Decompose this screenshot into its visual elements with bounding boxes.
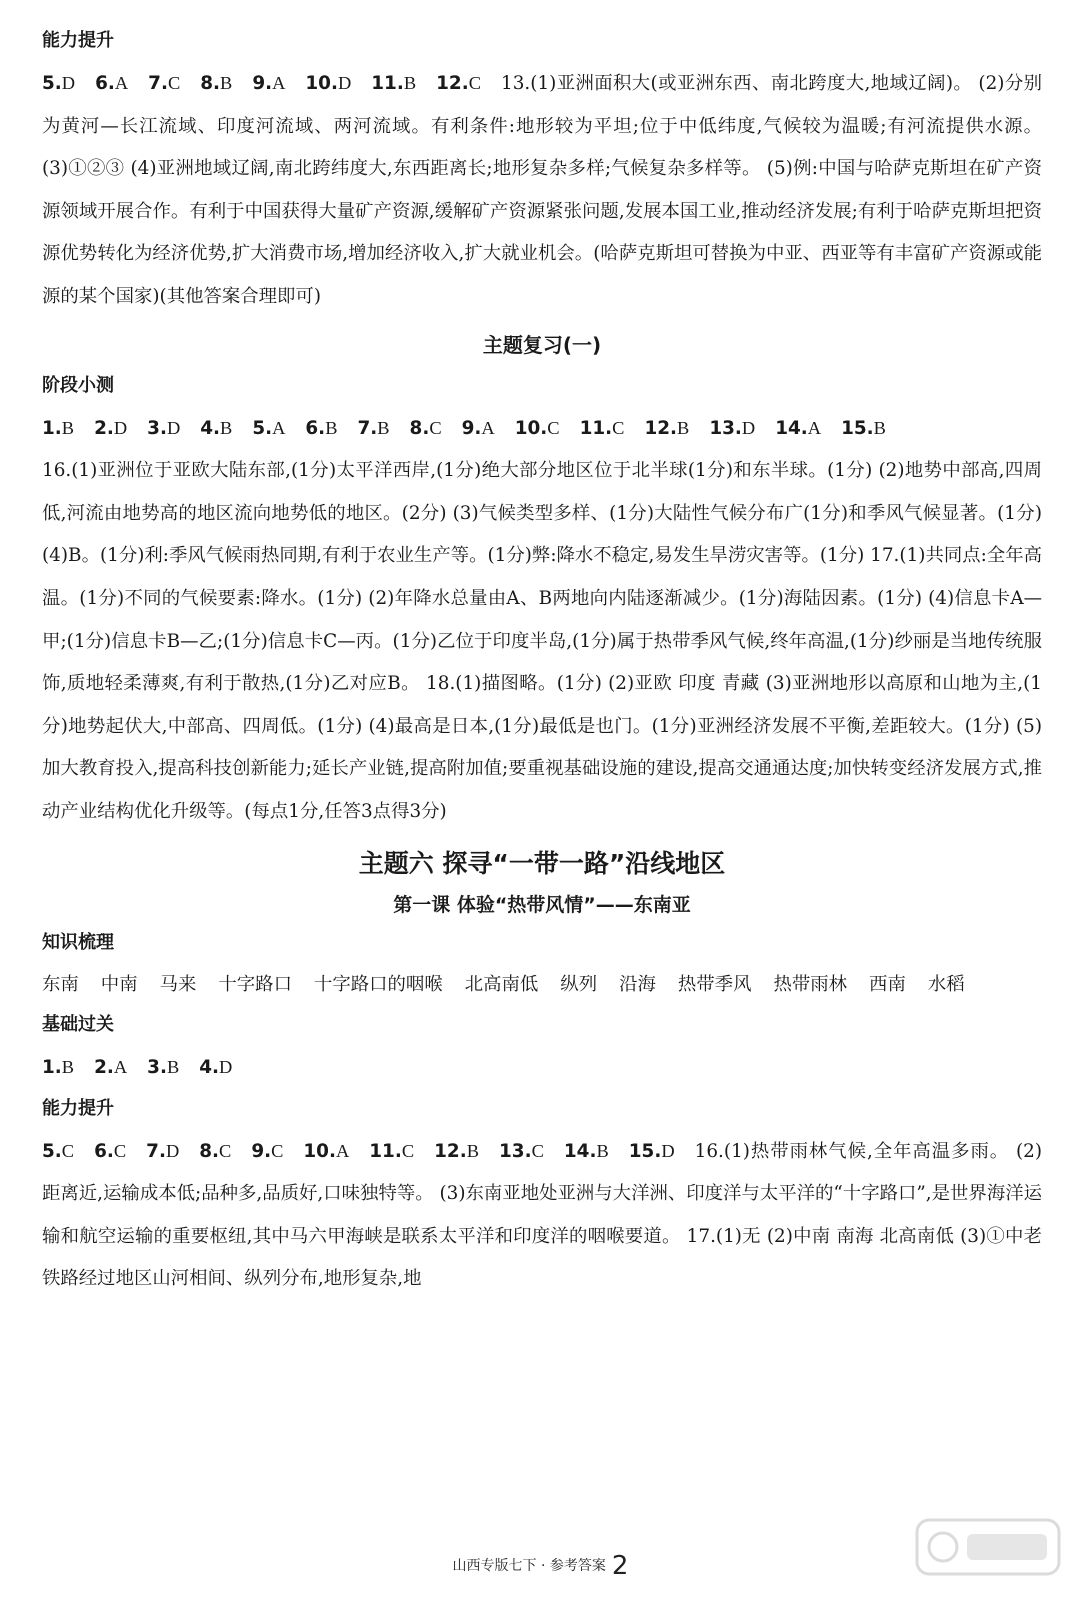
keyword: 热带雨林	[773, 973, 848, 995]
keyword-list	[42, 974, 987, 995]
answer-item: 9.A	[461, 417, 495, 439]
answer-item: 9.A	[252, 73, 286, 94]
lesson-title: 第一课 体验“热带风情”——东南亚	[393, 893, 691, 916]
stage-test-answers	[42, 407, 1042, 451]
answer-item: 4.B	[200, 417, 233, 439]
answer-item: 12.C	[436, 73, 482, 94]
answer-item: 11.B	[371, 73, 417, 94]
footer-text: 山西专版七下 · 参考答案	[452, 1558, 606, 1574]
answer-item: 8.C	[409, 417, 442, 439]
answer-item: 5.A	[252, 417, 286, 439]
answer-item: 2.A	[94, 1057, 128, 1079]
keyword: 马来	[159, 973, 197, 995]
answer-item: 5.D	[42, 73, 76, 94]
stage-test-text: 16.(1)亚洲位于亚欧大陆东部,(1分)太平洋西岸,(1分)绝大部分地区位于北半球(1分)和东半球。(1分) (2)地势中部高,四周低,河流由地势高的地区流向地势低的地区。(2分) (3)气候类型多样、(1分)大陆性气候分布广(1分)和季风气候显著。(1分) (4)B。(1分)利:季风气候雨热同期,有利于农业生产等。(1分)弊:降水不稳定,易发生旱涝灾害等。(1分) 17.(1)共同点:全年高温。(1分)不同的气候要素:降水。(1分) (2)年降水总量由A、B两地向内陆逐渐减少。(1分)海陆因素。(1分) (4)信息卡A—甲;(1分)信息卡B—乙;(1分)信息卡C—丙。(1分)乙位于印度半岛,(1分)属于热带季风气候,终年高温,(1分)纱丽是当地传统服饰,质地轻柔薄爽,有利于散热,(1分)乙对应B。 18.(1)描图略。(1分) (2)亚欧 印度 青藏 (3)亚洲地形以高原和山地为主,(1分)地势起伏大,中部高、四周低。(1分) (4)最高是日本,(1分)最低是也门。(1分)亚洲经济发展不平衡,差距较大。(1分) (5)加大教育投入,提高科技创新能力;延长产业链,提高附加值;要重视基础设施的建设,提高交通通达度;加快转变经济发展方式,推动产业结构优化升级等。(每点1分,任答3点得3分)	[42, 460, 1042, 822]
keyword: 沿海	[619, 973, 656, 995]
answer-item: 1.B	[42, 1057, 75, 1079]
page-number: 2	[611, 1551, 629, 1581]
ability-2-answer-list	[42, 1141, 695, 1162]
answer-item: 8.B	[200, 73, 233, 94]
answer-item: 13.D	[709, 417, 756, 439]
section-heading-basic: 基础过关	[42, 1014, 114, 1036]
answer-item: 6.A	[95, 73, 129, 94]
answer-item: 2.D	[94, 417, 128, 439]
answer-item: 12.B	[434, 1140, 480, 1162]
answer-item: 10.C	[514, 417, 560, 439]
basic-answer-list	[42, 1057, 252, 1078]
keyword: 水稻	[927, 973, 965, 995]
answer-item: 6.C	[94, 1140, 127, 1162]
keyword: 热带季风	[677, 973, 752, 995]
theme-title: 主题六 探寻“一带一路”沿线地区	[358, 848, 726, 878]
answer-item: 5.C	[42, 1140, 75, 1162]
answer-item: 7.C	[148, 73, 181, 94]
ability-2-paragraph	[42, 1130, 1042, 1301]
ability-answer-list	[42, 73, 501, 94]
answer-page	[42, 22, 1042, 1301]
keyword: 中南	[100, 973, 138, 995]
answer-item: 3.B	[147, 1057, 180, 1079]
answer-item: 4.D	[199, 1057, 233, 1079]
answer-item: 11.C	[579, 417, 625, 439]
ability-answers-paragraph	[42, 62, 1042, 319]
ability-2-text: 16.(1)热带雨林气候,全年高温多雨。 (2)距离近,运输成本低;品种多,品质好,口味独特等。 (3)东南亚地处亚洲与大洋洲、印度洋与太平洋的“十字路口”,是世界海洋运输和航空运输的重要枢纽,其中马六甲海峡是联系太平洋和印度洋的咽喉要道。 17.(1)无 (2)中南 南海 北高南低 (3)①中老铁路经过地区山河相间、纵列分布,地形复杂,地	[42, 1140, 1042, 1290]
keyword: 西南	[869, 973, 906, 995]
answer-item: 8.C	[199, 1140, 232, 1162]
answer-item: 14.A	[775, 417, 822, 439]
knowledge-keywords	[42, 964, 1042, 1007]
watermark-logo-icon	[913, 1514, 1063, 1580]
answer-item: 7.D	[146, 1140, 180, 1162]
keyword: 十字路口的咽喉	[313, 973, 443, 995]
answer-item: 11.C	[369, 1140, 415, 1162]
ability-text: 13.(1)亚洲面积大(或亚洲东西、南北跨度大,地域辽阔)。 (2)分别为黄河—长江流域、印度河流域、两河流域。有利条件:地形较为平坦;位于中低纬度,气候较为温暖;有河流提供水源。 (3)①②③ (4)亚洲地域辽阔,南北跨纬度大,东西距离长;地形复杂多样;气候复杂多样等。 (5)例:中国与哈萨克斯坦在矿产资源领域开展合作。有利于中国获得大量矿产资源,缓解矿产资源紧张问题,发展本国工业,推动经济发展;有利于哈萨克斯坦把资源优势转化为经济优势,扩大消费市场,增加经济收入,扩大就业机会。(哈萨克斯坦可替换为中亚、西亚等有丰富矿产资源或能源的某个国家)(其他答案合理即可)	[42, 73, 1042, 307]
answer-item: 12.B	[644, 417, 690, 439]
answer-item: 13.C	[499, 1140, 544, 1162]
section-heading-stage-test: 阶段小测	[42, 374, 114, 396]
answer-item: 15.B	[841, 417, 886, 439]
answer-item: 9.C	[251, 1140, 284, 1162]
basic-answers	[42, 1046, 1042, 1090]
section-heading-ability-2: 能力提升	[42, 1097, 114, 1119]
keyword: 北高南低	[464, 973, 539, 995]
section-heading-ability: 能力提升	[42, 30, 114, 51]
answer-item: 10.D	[305, 73, 352, 94]
review-title: 主题复习(一)	[482, 332, 602, 357]
answer-item: 14.B	[563, 1140, 609, 1162]
keyword: 十字路口	[218, 973, 292, 995]
keyword: 纵列	[560, 973, 598, 995]
answer-item: 10.A	[303, 1140, 350, 1162]
answer-item: 3.D	[147, 417, 181, 439]
keyword: 东南	[42, 973, 79, 995]
stage-test-answer-list	[42, 418, 906, 439]
answer-item: 1.B	[42, 417, 75, 439]
answer-item: 6.B	[305, 417, 338, 439]
answer-item: 15.D	[628, 1140, 675, 1162]
section-heading-knowledge: 知识梳理	[42, 931, 114, 953]
answer-item: 7.B	[357, 417, 390, 439]
